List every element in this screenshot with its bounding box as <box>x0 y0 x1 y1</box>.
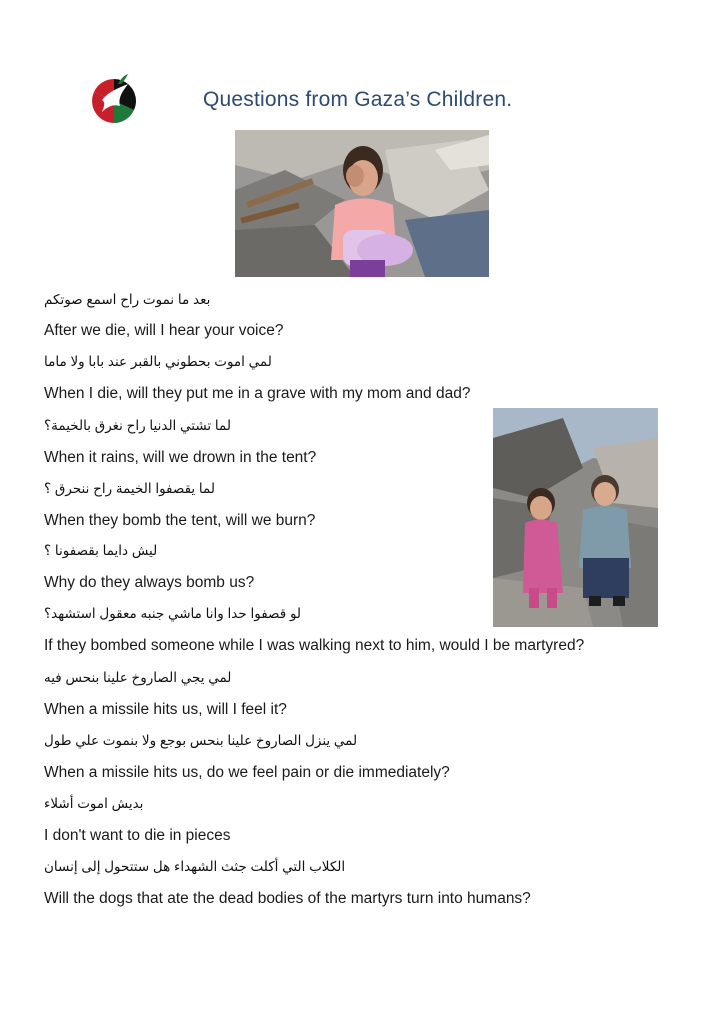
question-english: When it rains, will we drown in the tent? <box>44 449 317 466</box>
question-arabic: بديش اموت أشلاء <box>44 796 144 811</box>
page-title: Questions from Gaza’s Children. <box>203 88 513 111</box>
question-arabic: الكلاب التي أكلت جثث الشهداء هل ستتحول إلى إنسان <box>44 859 346 874</box>
question-arabic: لما يقصفوا الخيمة راح ننحرق ؟ <box>44 481 215 496</box>
question-arabic: لما تشتي الدنيا راح نغرق بالخيمة؟ <box>44 418 231 433</box>
question-english: When a missile hits us, will I feel it? <box>44 701 287 718</box>
question-english: Will the dogs that ate the dead bodies of the martyrs turn into humans? <box>44 890 531 907</box>
question-english: If they bombed someone while I was walking next to him, would I be martyred? <box>44 637 585 654</box>
question-arabic: لمي اموت بحطوني بالقبر عند بابا ولا ماما <box>44 354 272 369</box>
question-english: Why do they always bomb us? <box>44 574 255 591</box>
dove-logo-icon <box>88 70 140 126</box>
question-english: I don't want to die in pieces <box>44 827 231 844</box>
question-arabic: لمي ينزل الصاروخ علينا بنحس بوجع ولا بنموت علي طول <box>44 733 358 748</box>
question-arabic: بعد ما نموت راح اسمع صوتكم <box>44 292 211 307</box>
question-arabic: ليش دايما بقصفونا ؟ <box>44 543 158 558</box>
question-english: When I die, will they put me in a grave with my mom and dad? <box>44 385 471 402</box>
question-english: When a missile hits us, do we feel pain or die immediately? <box>44 764 450 781</box>
crying-girl-in-rubble-photo <box>235 130 489 277</box>
question-arabic: لمي يجي الصاروخ علينا بنحس فيه <box>44 670 232 685</box>
question-english: After we die, will I hear your voice? <box>44 322 284 339</box>
two-children-looking-up-photo <box>493 408 658 627</box>
question-english: When they bomb the tent, will we burn? <box>44 512 316 529</box>
question-arabic: لو قصفوا حدا وانا ماشي جنبه معقول استشهد؟ <box>44 606 302 621</box>
